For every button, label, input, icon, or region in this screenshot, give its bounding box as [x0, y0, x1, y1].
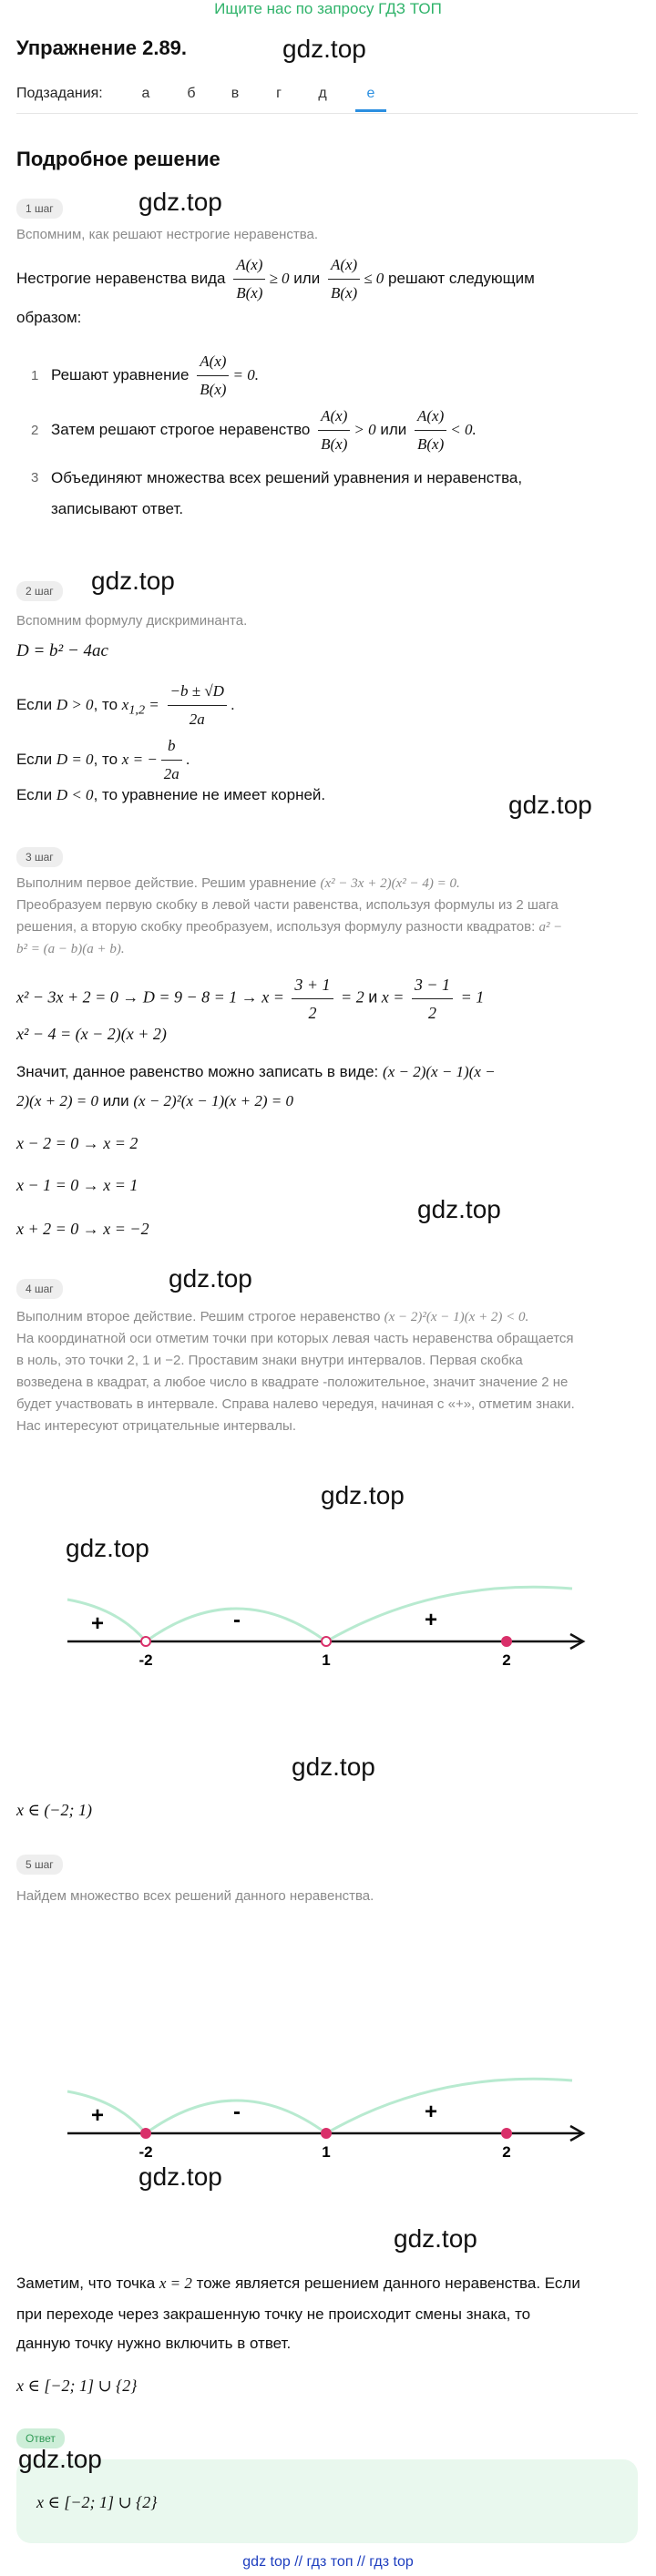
text: Решают уравнение [51, 365, 190, 383]
subtask-tab-a[interactable]: а [141, 86, 150, 101]
sign-label: - [233, 2100, 241, 2124]
text: или [380, 420, 407, 438]
page-title: Упражнение 2.89. [16, 36, 188, 59]
fraction: $\frac{A(x)}{B(x)}$ [318, 404, 350, 456]
sign-arc [67, 2091, 146, 2133]
watermark: gdz.top [169, 1264, 252, 1293]
text: или [102, 1092, 129, 1109]
text: Если [16, 786, 53, 803]
text: Если [16, 750, 53, 768]
step-hint: возведена в квадрат, а любое число в квадрате -положительное, значит значение 2 не [16, 1375, 569, 1390]
top-link[interactable]: Ищите нас по запросу ГДЗ ТОП [214, 0, 442, 17]
text: решают следующим [388, 269, 535, 287]
step-text: Если D = 0, то x = − $\frac{b}{2a}$ . [16, 734, 190, 786]
formula: x² − 4 = (x − 2)(x + 2) [16, 1025, 167, 1043]
sign-label: + [425, 1608, 438, 1632]
text: Затем решают строгое неравенство [51, 420, 311, 438]
fraction: $\frac{A(x)}{B(x)}$ [233, 253, 265, 305]
interval-answer: x ∈ [−2; 1] ∪ {2} [16, 2377, 138, 2395]
filled-point [141, 2129, 150, 2138]
formula: x − 2 = 0 → x = 2 [16, 1134, 138, 1152]
step-hint: b² = (a − b)(a + b). [16, 942, 125, 956]
filled-point [502, 1637, 511, 1646]
fraction: $\frac{3 - 1}{2}$ [412, 973, 453, 1025]
step-hint: решения, а вторую скобку преобразуем, используя формулу разности квадратов: a² − [16, 919, 563, 935]
watermark: gdz.top [417, 1195, 501, 1223]
fraction: $\frac{A(x)}{B(x)}$ [197, 350, 229, 402]
watermark: gdz.top [91, 567, 175, 595]
subtask-tab-e[interactable]: е [366, 86, 375, 101]
step-text: Значит, данное равенство можно записать в виде: (x − 2)(x − 1)(x − [16, 1063, 496, 1080]
sign-label: + [91, 1611, 105, 1636]
step-hint: будет участвовать в интервале. Справа налево чередуя, начиная с «+», отметим знаки. [16, 1396, 575, 1412]
point-label: -2 [138, 1651, 153, 1667]
step-text: образом: [16, 309, 82, 326]
point-label: 1 [322, 2143, 331, 2159]
list-item: записывают ответ. [51, 500, 184, 517]
open-point [322, 1637, 331, 1646]
step-text: Если D > 0, то $x_{1,2}$ = $\frac{-b \pm √D}{2a}$ . [16, 680, 235, 731]
list-number: 1 [31, 368, 39, 383]
fraction: $\frac{3 + 1}{2}$ [292, 973, 333, 1025]
filled-point [322, 2129, 331, 2138]
watermark: gdz.top [508, 791, 592, 819]
list-number: 3 [31, 470, 39, 486]
footer-links[interactable]: gdz top // гдз топ // гдз top [242, 2554, 414, 2570]
subtasks-label: Подзадания: [16, 86, 103, 101]
step-hint: Нас интересуют отрицательные интервалы. [16, 1418, 296, 1434]
watermark: gdz.top [18, 2445, 102, 2473]
step-text: при переходе через закрашенную точку не происходит смены знака, то [16, 2305, 531, 2323]
subtask-tab-v[interactable]: в [231, 86, 240, 101]
answer-value: x ∈ [−2; 1] ∪ {2} [36, 2493, 158, 2511]
divider [16, 113, 638, 114]
step-hint: На координатной оси отметим точки при которых левая часть неравенства обращается [16, 1331, 574, 1346]
text: Если [16, 695, 53, 713]
watermark: gdz.top [138, 188, 222, 216]
text: Нестрогие неравенства вида [16, 269, 226, 287]
step-badge: 1 шаг [16, 199, 63, 219]
text: или [293, 269, 321, 287]
step-text: 2)(x + 2) = 0 или (x − 2)²(x − 1)(x + 2) = 0 [16, 1092, 293, 1109]
step-text: Заметим, что точка x = 2 тоже является решением данного неравенства. Если [16, 2274, 580, 2292]
watermark: gdz.top [394, 2224, 477, 2253]
step-hint: Вспомним, как решают нестрогие неравенства. [16, 227, 319, 242]
list-number: 2 [31, 423, 39, 438]
point-label: 2 [502, 1651, 511, 1667]
text: , то уравнение не имеет корней. [93, 786, 326, 803]
point-label: -2 [138, 2143, 153, 2159]
subtask-tab-g[interactable]: г [276, 86, 282, 101]
watermark: gdz.top [138, 2162, 222, 2191]
subtask-tab-b[interactable]: б [187, 86, 196, 101]
watermark: gdz.top [282, 35, 366, 63]
step-hint: Выполним второе действие. Решим строгое неравенство (x − 2)²(x − 1)(x + 2) < 0. [16, 1309, 529, 1324]
list-item: Затем решают строгое неравенство $\frac{A(x)}{B(x)}$ > 0 или $\frac{A(x)}{B(x)}$ < 0. [51, 404, 477, 456]
formula: D = b² − 4ac [16, 641, 108, 660]
formula: x − 1 = 0 → x = 1 [16, 1176, 138, 1194]
step-text: Нестрогие неравенства вида $\frac{A(x)}{B(x)}$ ≥ 0 или $\frac{A(x)}{B(x)}$ ≤ 0 решают следующим [16, 253, 535, 305]
text: и [368, 987, 378, 1007]
filled-point [502, 2129, 511, 2138]
active-tab-indicator [355, 109, 386, 112]
sign-arc [326, 2079, 572, 2133]
step-badge: 2 шаг [16, 581, 63, 601]
watermark: gdz.top [292, 1753, 375, 1781]
list-item: Объединяют множества всех решений уравнения и неравенства, [51, 469, 523, 486]
text: Выполним второе действие. Решим строгое неравенство [16, 1309, 381, 1324]
step-text: данную точку нужно включить в ответ. [16, 2335, 292, 2352]
sign-label: + [425, 2100, 438, 2124]
text: Заметим, что точка [16, 2274, 156, 2292]
fraction: $\frac{A(x)}{B(x)}$ [415, 404, 446, 456]
text: , то [93, 695, 118, 713]
step-hint: Вспомним формулу дискриминанта. [16, 613, 248, 629]
step-badge: 3 шаг [16, 847, 63, 867]
formula: x² − 3x + 2 = 0 → D = 9 − 8 = 1 → x = $\frac{3 + 1}{2}$ = 2 и x = $\frac{3 - 1}{2}$ = 1 [16, 973, 484, 1025]
step-hint: в ноль, это точки 2, 1 и −2. Проставим знаки внутри интервалов. Первая скобка [16, 1353, 523, 1368]
answer-badge: Ответ [16, 2428, 65, 2448]
fraction: $\frac{b}{2a}$ [161, 734, 182, 786]
fraction: $\frac{A(x)}{B(x)}$ [328, 253, 360, 305]
watermark: gdz.top [66, 1534, 149, 1562]
step-hint: Преобразуем первую скобку в левой части равенства, используя формулы из 2 шага [16, 897, 559, 913]
sign-arc [67, 1600, 146, 1641]
point-label: 1 [322, 1651, 331, 1667]
step-text: Если D < 0, то уравнение не имеет корней. [16, 786, 326, 803]
number-line [55, 2077, 592, 2159]
text: , то [93, 750, 118, 768]
step-hint: Найдем множество всех решений данного неравенства. [16, 1888, 374, 1904]
section-title: Подробное решение [16, 148, 220, 170]
sign-label: + [91, 2103, 105, 2128]
sign-label: - [233, 1608, 241, 1632]
sign-arc [326, 1587, 572, 1641]
text: Выполним первое действие. Решим уравнение [16, 875, 317, 891]
watermark: gdz.top [321, 1481, 405, 1509]
text: Значит, данное равенство можно записать в виде: [16, 1063, 379, 1080]
step-hint: Выполним первое действие. Решим уравнение (x² − 3x + 2)(x² − 4) = 0. [16, 875, 460, 891]
fraction: $\frac{-b \pm √D}{2a}$ [168, 680, 227, 731]
list-item: Решают уравнение $\frac{A(x)}{B(x)}$ = 0. [51, 350, 259, 402]
open-point [141, 1637, 150, 1646]
text: тоже является решением данного неравенства. Если [196, 2274, 580, 2292]
interval-answer: x ∈ (−2; 1) [16, 1801, 92, 1819]
point-label: 2 [502, 2143, 511, 2159]
step-badge: 5 шаг [16, 1855, 63, 1875]
text: решения, а вторую скобку преобразуем, используя формулу разности квадратов: [16, 919, 536, 935]
step-badge: 4 шаг [16, 1279, 63, 1299]
formula: x + 2 = 0 → x = −2 [16, 1220, 149, 1238]
number-line [55, 1585, 592, 1667]
subtask-tab-d[interactable]: д [318, 86, 327, 101]
